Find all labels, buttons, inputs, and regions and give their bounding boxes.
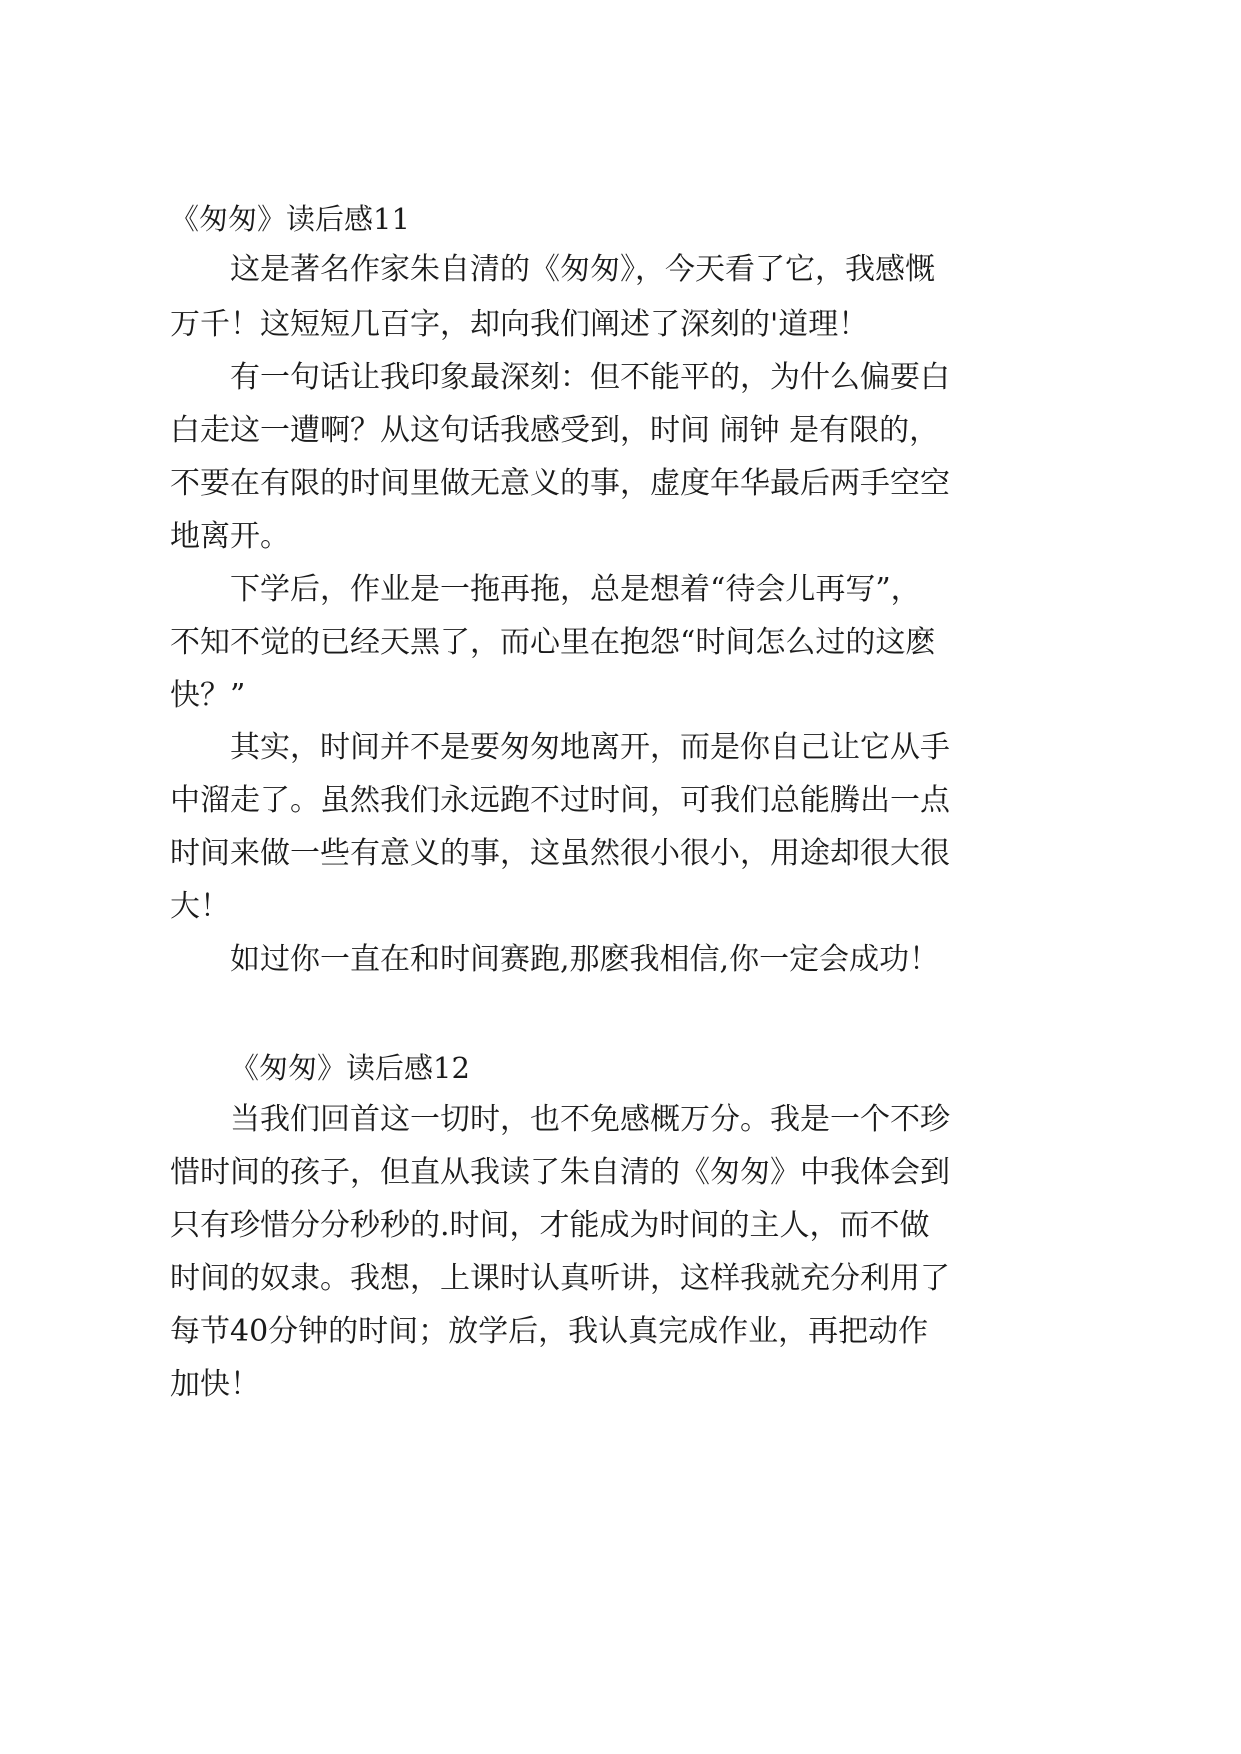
paragraph-line: 时间来做一些有意义的事，这虽然很小很小，用途却很大很 (170, 836, 950, 871)
paragraph-line: 万千！这短短几百字，却向我们阐述了深刻的'道理！ (170, 307, 869, 342)
paragraph-line: 有一句话让我印象最深刻：但不能平的，为什么偏要白 (230, 360, 950, 395)
paragraph-line: 这是著名作家朱自清的《匆匆》，今天看了它，我感慨 (230, 252, 935, 287)
paragraph-line: 不知不觉的已经天黑了，而心里在抱怨“时间怎么过的这麽 (170, 625, 936, 660)
paragraph-line: 其实，时间并不是要匆匆地离开，而是你自己让它从手 (230, 730, 950, 765)
paragraph-line: 白走这一遭啊？从这句话我感受到，时间 闹钟 是有限的， (170, 413, 940, 448)
paragraph-line: 大！ (170, 889, 230, 924)
paragraph-line: 下学后，作业是一拖再拖，总是想着“待会儿再写”， (230, 572, 921, 607)
paragraph-line: 快？” (170, 678, 246, 713)
paragraph-line: 不要在有限的时间里做无意义的事，虚度年华最后两手空空 (170, 466, 950, 501)
paragraph-line: 时间的奴隶。我想，上课时认真听讲，这样我就充分利用了 (170, 1261, 950, 1296)
paragraph-line: 惜时间的孩子，但直从我读了朱自清的《匆匆》中我体会到 (170, 1155, 950, 1190)
paragraph-line: 中溜走了。虽然我们永远跑不过时间，可我们总能腾出一点 (170, 783, 950, 818)
paragraph-line: 每节40分钟的时间；放学后，我认真完成作业，再把动作 (170, 1314, 929, 1349)
section-title: 《匆匆》读后感12 (230, 1051, 470, 1085)
paragraph-line: 如过你一直在和时间赛跑,那麽我相信,你一定会成功！ (230, 942, 940, 977)
paragraph-line: 地离开。 (170, 519, 290, 554)
paragraph-line: 加快！ (170, 1367, 260, 1402)
section-title: 《匆匆》读后感11 (170, 202, 410, 236)
paragraph-line: 当我们回首这一切时，也不免感概万分。我是一个不珍 (230, 1102, 950, 1137)
paragraph-line: 只有珍惜分分秒秒的.时间，才能成为时间的主人，而不做 (170, 1208, 930, 1243)
